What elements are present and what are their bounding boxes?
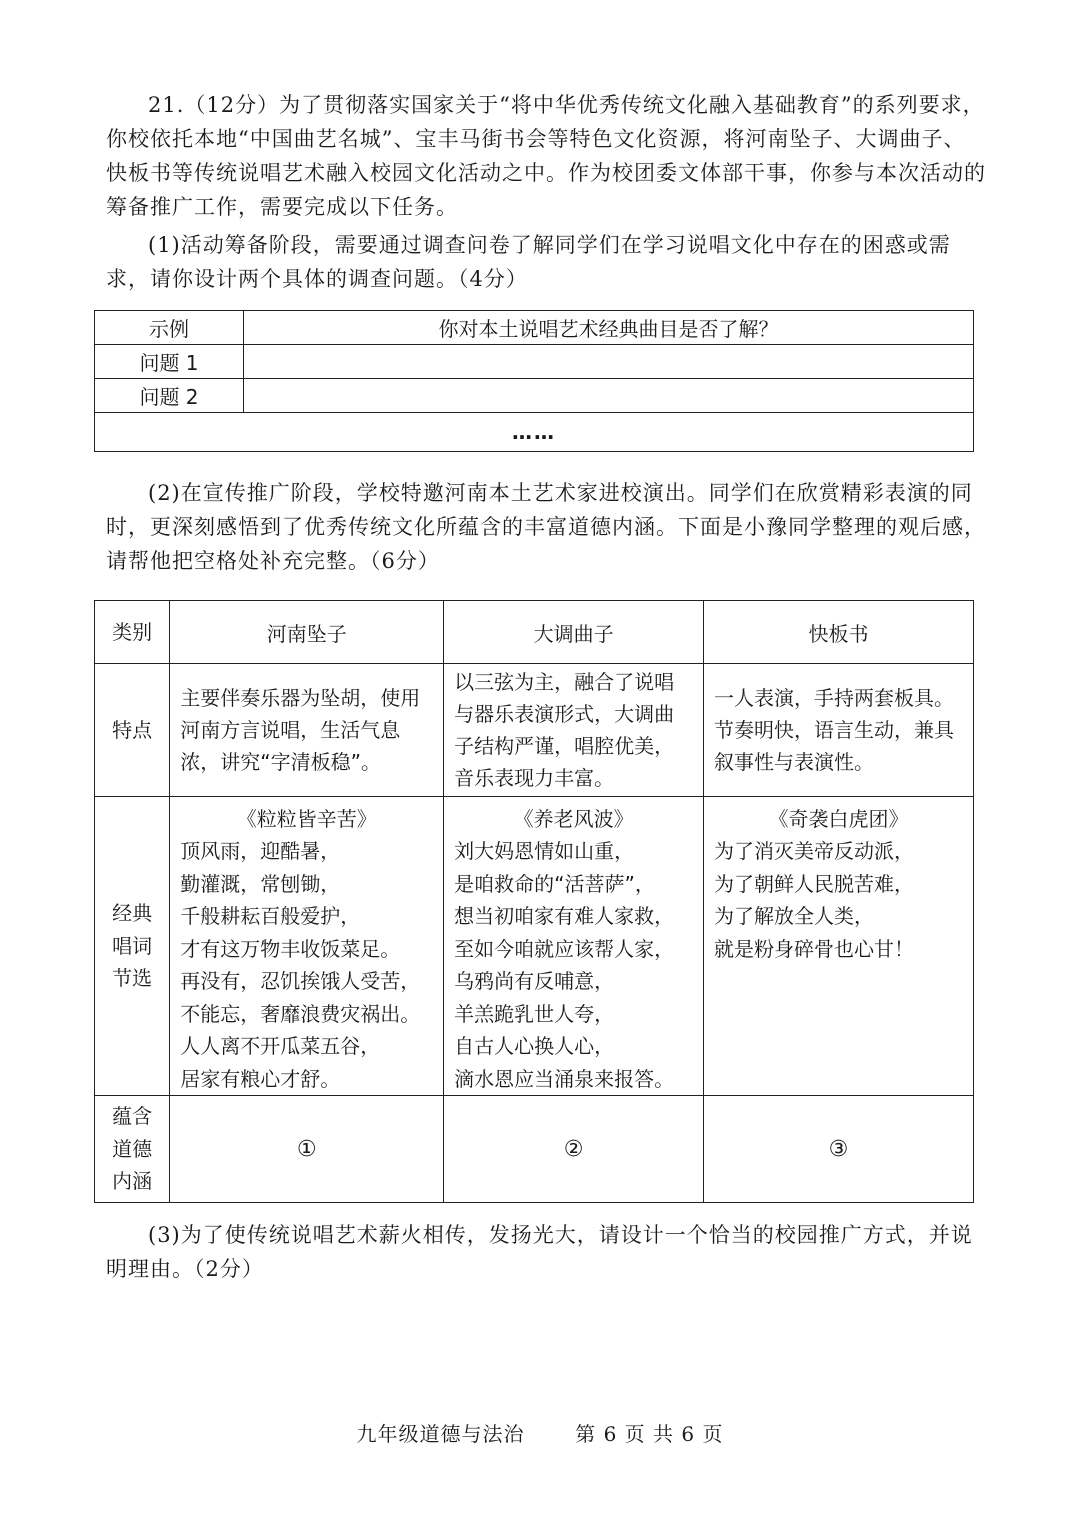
moral-label-line: 道德	[112, 1136, 153, 1161]
lyric-line: 为了朝鲜人民脱苦难，	[714, 871, 915, 896]
question1-blank[interactable]	[244, 345, 974, 379]
lyrics-label-line: 唱词	[112, 933, 153, 958]
part2-prompt: (2)在宣传推广阶段，学校特邀河南本土艺术家进校演出。同学们在欣赏精彩表演的同时，更深刻感悟到了优秀传统文化所蕴含的丰富道德内涵。下面是小豫同学整理的观后感，请帮他把空格处补充完整。（6分）	[106, 481, 986, 573]
blank-marker: ②	[563, 1136, 584, 1162]
feature-dadiao-quzi: 以三弦为主，融合了说唱与器乐表演形式，大调曲子结构严谨，唱腔优美，音乐表现力丰富。	[444, 664, 704, 797]
lyric-line: 想当初咱家有难人家救，	[454, 904, 675, 928]
moral-label-line: 蕴含	[112, 1104, 153, 1129]
lyrics-title: 《奇袭白虎团》	[768, 807, 909, 831]
blank-marker: ③	[828, 1136, 849, 1162]
lyric-line: 至如今咱就应该帮人家，	[454, 936, 675, 961]
example-label: 示例	[95, 311, 244, 345]
lyric-line: 顶风雨，迎酷暑，	[180, 839, 341, 863]
lyric-line: 人人离不开瓜菜五谷，	[180, 1034, 381, 1058]
art-table	[94, 600, 974, 1203]
lyrics-title: 《养老风波》	[513, 807, 634, 831]
page-footer	[0, 1418, 1080, 1447]
question2-label: 问题 2	[95, 379, 244, 413]
lyric-line: 乌鸦尚有反哺意，	[454, 969, 615, 993]
lyrics-henan-zhuizi	[170, 797, 444, 1096]
lyric-line: 为了解放全人类，	[714, 904, 875, 928]
lyric-line: 千般耕耘百般爱护，	[180, 904, 361, 928]
lyric-line: 为了消灭美帝反动派，	[714, 839, 915, 863]
footer-page-number: 第 6 页 共 6 页	[575, 1422, 724, 1446]
lyrics-label-line: 经典	[112, 901, 153, 926]
table-row	[95, 664, 974, 797]
question-intro: 21.（12分）为了贯彻落实国家关于“将中华优秀传统文化融入基础教育”的系列要求，你校依托本地“中国曲艺名城”、宝丰马街书会等特色文化资源，将河南坠子、大调曲子、快板书等传统说唱艺术融入校园文化活动之中。作为校团委文体部干事，你参与本次活动的筹备推广工作，需要完成以下任务。	[106, 93, 986, 219]
feature-henan-zhuizi: 主要伴奏乐器为坠胡，使用河南方言说唱，生活气息浓，讲究“字清板稳”。	[170, 664, 444, 797]
lyric-line: 羊羔跪乳世人夸，	[454, 1001, 615, 1026]
feature-kuaiban-shu: 一人表演，手持两套板具。节奏明快，语言生动，兼具叙事性与表演性。	[704, 664, 974, 797]
header-category: 类别	[95, 601, 170, 664]
header-kuaiban-shu: 快板书	[704, 601, 974, 664]
table-row	[95, 601, 974, 664]
table-row	[95, 311, 974, 345]
lyric-line: 不能忘，奢靡浪费灾祸出。	[180, 1001, 421, 1026]
blank-1[interactable]	[170, 1096, 444, 1203]
lyric-line: 是咱救命的“活菩萨”，	[454, 871, 655, 896]
example-question: 你对本土说唱艺术经典曲目是否了解？	[244, 311, 974, 345]
lyric-line: 居家有粮心才舒。	[180, 1066, 341, 1091]
lyric-line: 才有这万物丰收饭菜足。	[180, 936, 401, 961]
ellipsis: ……	[95, 413, 974, 452]
question1-label: 问题 1	[95, 345, 244, 379]
lyric-line: 滴水恩应当涌泉来报答。	[454, 1066, 675, 1091]
survey-table	[94, 310, 974, 452]
footer-subject: 九年级道德与法治	[356, 1422, 525, 1446]
moral-label	[95, 1096, 170, 1203]
header-henan-zhuizi: 河南坠子	[170, 601, 444, 664]
lyrics-kuaiban-shu	[704, 797, 974, 1096]
lyrics-label	[95, 797, 170, 1096]
table-row	[95, 797, 974, 1096]
lyric-line: 刘大妈恩情如山重，	[454, 839, 635, 863]
blank-marker: ①	[296, 1136, 317, 1162]
part3-prompt: (3)为了使传统说唱艺术薪火相传，发扬光大，请设计一个恰当的校园推广方式，并说明理由。（2分）	[106, 1223, 973, 1281]
lyrics-label-line: 节选	[112, 966, 153, 991]
table-row	[95, 345, 974, 379]
lyric-line: 就是粉身碎骨也心甘！	[714, 936, 915, 961]
part1-prompt: (1)活动筹备阶段，需要通过调查问卷了解同学们在学习说唱文化中存在的困惑或需求，请你设计两个具体的调查问题。（4分）	[106, 233, 951, 291]
table-row	[95, 413, 974, 452]
moral-label-line: 内涵	[112, 1169, 153, 1194]
blank-3[interactable]	[704, 1096, 974, 1203]
feature-label: 特点	[95, 664, 170, 797]
table-row	[95, 379, 974, 413]
question2-blank[interactable]	[244, 379, 974, 413]
lyric-line: 自古人心换人心，	[454, 1034, 615, 1058]
lyric-line: 勤灌溉，常刨锄，	[180, 871, 341, 896]
header-dadiao-quzi: 大调曲子	[444, 601, 704, 664]
lyrics-dadiao-quzi	[444, 797, 704, 1096]
lyrics-title: 《粒粒皆辛苦》	[236, 807, 377, 831]
table-row	[95, 1096, 974, 1203]
lyric-line: 再没有，忍饥挨饿人受苦，	[180, 969, 421, 993]
blank-2[interactable]	[444, 1096, 704, 1203]
